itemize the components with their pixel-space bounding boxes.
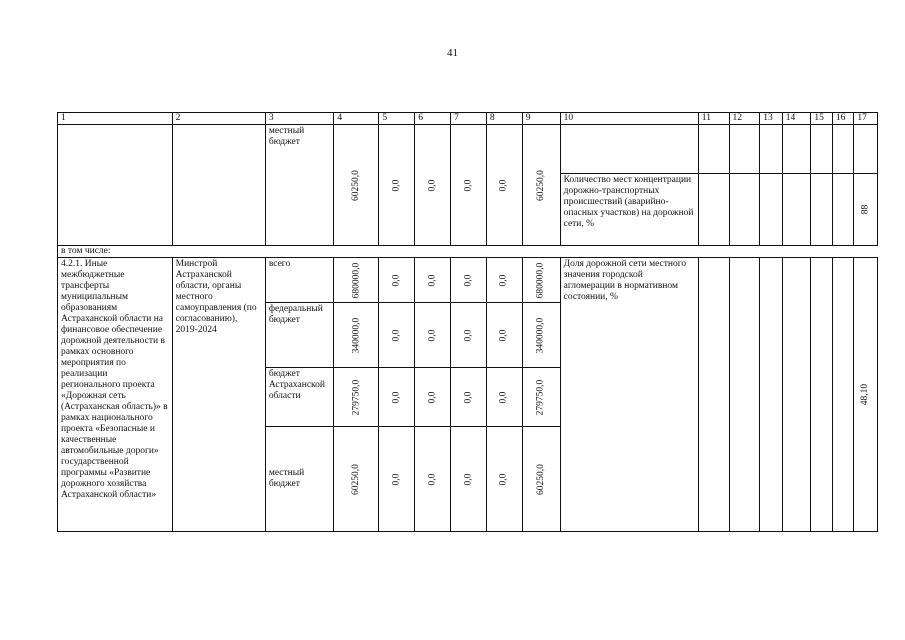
value-cell	[379, 368, 415, 427]
top-value-5: 0,0	[391, 179, 402, 191]
top-value-cell	[334, 125, 379, 246]
top-col15	[811, 125, 832, 174]
top-source-cell	[265, 125, 334, 246]
header-col-5: 5	[379, 113, 415, 125]
top-indicator-text: Количество мест концентрации дорожно-транспортных происшествий (аварийно-опасных участков) на дорожной сети, %	[563, 175, 694, 229]
top-value-6: 0,0	[427, 179, 438, 191]
header-col-4: 4	[334, 113, 379, 125]
top-col15b	[811, 174, 832, 246]
header-col-6: 6	[415, 113, 451, 125]
top-col2-cell	[172, 125, 265, 246]
header-col-14: 14	[782, 113, 811, 125]
federal-value-9: 340000,0	[535, 317, 546, 353]
value-cell	[451, 427, 487, 532]
header-col-10: 10	[560, 113, 698, 125]
header-row	[58, 113, 878, 125]
value-cell	[334, 258, 379, 303]
top-col10-empty	[560, 125, 698, 174]
regional-value-4: 279750,0	[350, 379, 361, 415]
top-col11	[698, 125, 729, 174]
top-col13b	[760, 174, 783, 246]
source-cell-federal	[265, 303, 334, 368]
source-label-local: местный бюджет	[268, 468, 305, 489]
source-label-federal: федеральный бюджет	[268, 304, 323, 325]
header-col-12: 12	[729, 113, 760, 125]
federal-value-8: 0,0	[498, 329, 509, 341]
value-cell	[415, 427, 451, 532]
measure-col15	[811, 258, 832, 532]
value-cell	[379, 303, 415, 368]
value-cell	[522, 427, 560, 532]
header-col-15: 15	[811, 113, 832, 125]
header-col-16: 16	[832, 113, 853, 125]
top-value-9: 60250,0	[535, 169, 546, 201]
source-label-total: всего	[268, 259, 291, 269]
measure-col13	[760, 258, 783, 532]
header-col-2: 2	[172, 113, 265, 125]
top-col13	[760, 125, 783, 174]
top-col12b	[729, 174, 760, 246]
value-cell	[451, 258, 487, 303]
measure-col17-value: 48,10	[860, 383, 871, 406]
header-col-9: 9	[522, 113, 560, 125]
regional-value-9: 279750,0	[535, 379, 546, 415]
top-col14b	[782, 174, 811, 246]
header-col-11: 11	[698, 113, 729, 125]
top-value-cell	[522, 125, 560, 246]
top-col17-cell	[854, 174, 878, 246]
measure-col11	[698, 258, 729, 532]
value-cell	[486, 368, 522, 427]
top-indicator-cell	[560, 174, 698, 246]
top-value-cell	[451, 125, 487, 246]
federal-value-5: 0,0	[391, 329, 402, 341]
total-value-5: 0,0	[391, 274, 402, 286]
header-col-8: 8	[486, 113, 522, 125]
including-row	[58, 246, 878, 258]
total-value-7: 0,0	[462, 274, 473, 286]
value-cell	[334, 303, 379, 368]
federal-value-7: 0,0	[462, 329, 473, 341]
measure-col16	[832, 258, 853, 532]
source-cell-regional	[265, 368, 334, 427]
top-row	[58, 125, 878, 174]
federal-value-4: 340000,0	[350, 317, 361, 353]
value-cell	[379, 258, 415, 303]
total-value-9: 680000,0	[535, 262, 546, 298]
budget-table	[57, 112, 878, 532]
header-col-1: 1	[58, 113, 173, 125]
header-col-17: 17	[854, 113, 878, 125]
value-cell	[486, 303, 522, 368]
value-cell	[379, 427, 415, 532]
measure-indicator: Доля дорожной сети местного значения городской агломерации в нормативном состоянии, %	[563, 259, 687, 302]
top-value-cell	[486, 125, 522, 246]
top-col12	[729, 125, 760, 174]
source-label-regional: бюджет Астраханской области	[268, 369, 325, 401]
measure-executor-cell	[172, 258, 265, 532]
value-cell	[486, 427, 522, 532]
including-cell	[58, 246, 878, 258]
local-value-4: 60250,0	[350, 463, 361, 495]
header-col-13: 13	[760, 113, 783, 125]
top-col16	[832, 125, 853, 174]
measure-name: 4.2.1. Иные межбюджетные трансферты муниципальным образованиям Астраханской области на финансовое обеспечение дорожной деятельности в рамках основного мероприятия по реализации регионального проекта «Дорожная сеть (Астраханская область)» в рамках национального проекта «Безопасные и качественные автомобильные дороги» государственной программы «Развитие дорожного хозяйства Астраханской области»	[61, 259, 168, 500]
header-col-7: 7	[451, 113, 487, 125]
top-col17-value: 88	[860, 204, 871, 215]
total-value-6: 0,0	[427, 274, 438, 286]
measure-col17-cell	[854, 258, 878, 532]
top-col14	[782, 125, 811, 174]
measure-col14	[782, 258, 811, 532]
including-label: в том числе:	[61, 246, 111, 256]
local-value-6: 0,0	[427, 473, 438, 485]
total-value-8: 0,0	[498, 274, 509, 286]
local-value-9: 60250,0	[535, 463, 546, 495]
top-col11b	[698, 174, 729, 246]
top-value-4: 60250,0	[350, 169, 361, 201]
measure-col12	[729, 258, 760, 532]
value-cell	[522, 258, 560, 303]
regional-value-8: 0,0	[498, 391, 509, 403]
value-cell	[522, 303, 560, 368]
value-cell	[522, 368, 560, 427]
header-col-3: 3	[265, 113, 334, 125]
total-value-4: 680000,0	[350, 262, 361, 298]
measure-row-total	[58, 258, 878, 303]
value-cell	[334, 427, 379, 532]
regional-value-6: 0,0	[427, 391, 438, 403]
top-col17-empty	[854, 125, 878, 174]
top-value-cell	[415, 125, 451, 246]
regional-value-5: 0,0	[391, 391, 402, 403]
page-number: 41	[447, 47, 458, 59]
federal-value-6: 0,0	[427, 329, 438, 341]
local-value-5: 0,0	[391, 473, 402, 485]
top-source-label: местный бюджет	[268, 126, 305, 147]
top-col16b	[832, 174, 853, 246]
value-cell	[415, 258, 451, 303]
measure-executor: Минстрой Астраханской области, органы местного самоуправления (по согласованию), 2019-2024	[175, 259, 257, 335]
value-cell	[334, 368, 379, 427]
value-cell	[451, 303, 487, 368]
value-cell	[415, 303, 451, 368]
regional-value-7: 0,0	[462, 391, 473, 403]
local-value-8: 0,0	[498, 473, 509, 485]
top-value-cell	[379, 125, 415, 246]
source-cell-local	[265, 427, 334, 532]
top-value-7: 0,0	[462, 179, 473, 191]
top-value-8: 0,0	[498, 179, 509, 191]
local-value-7: 0,0	[462, 473, 473, 485]
value-cell	[415, 368, 451, 427]
measure-name-cell	[58, 258, 173, 532]
value-cell	[451, 368, 487, 427]
value-cell	[486, 258, 522, 303]
source-cell-total	[265, 258, 334, 303]
top-col1-cell	[58, 125, 173, 246]
measure-indicator-cell	[560, 258, 698, 532]
